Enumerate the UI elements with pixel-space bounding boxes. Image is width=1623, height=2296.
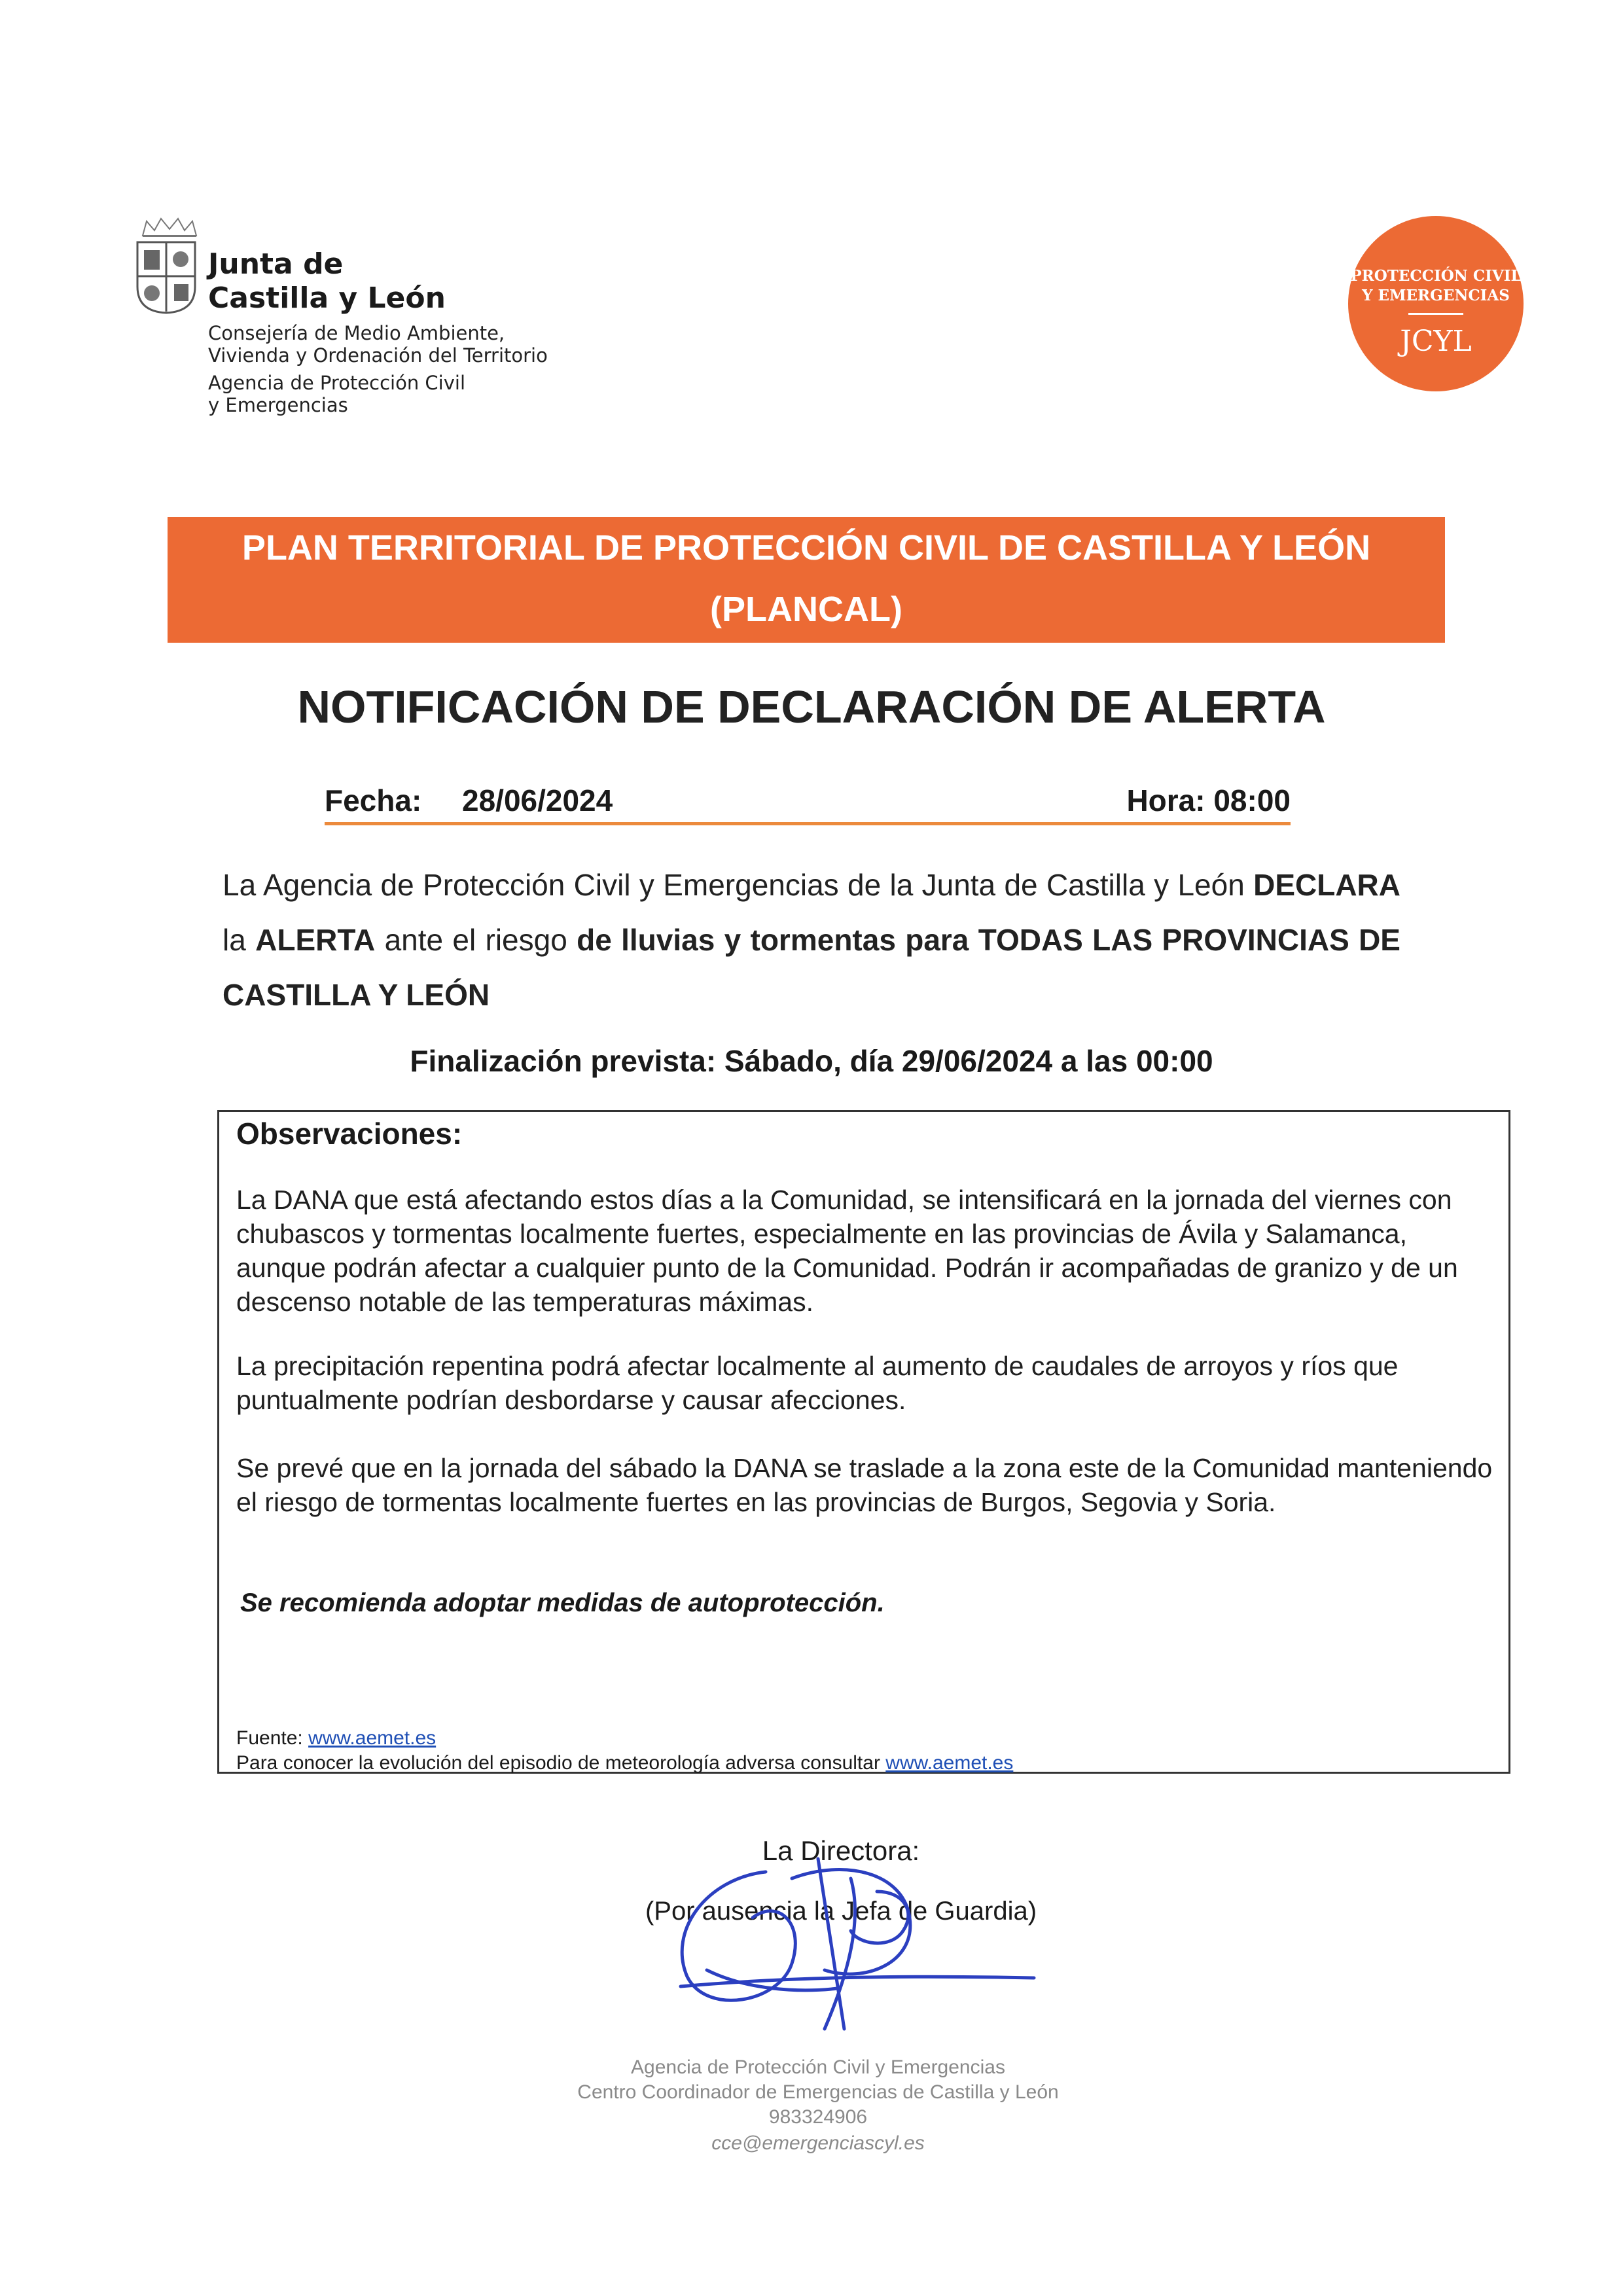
badge-line1: PROTECCIÓN CIVIL (1350, 267, 1522, 285)
organization-name-line2: Castilla y León (208, 281, 446, 315)
source-line (236, 1726, 1013, 1751)
declaration-part1: La Agencia de Protección Civil y Emergencias de la Junta de Castilla y León (223, 868, 1254, 902)
badge-line2: Y EMERGENCIAS (1362, 287, 1510, 304)
declaration-part3: ante el riesgo (375, 923, 577, 957)
department-line2: Vivienda y Ordenación del Territorio (208, 344, 548, 367)
agency-name (208, 372, 465, 416)
badge-divider (1408, 313, 1463, 315)
evolution-text: Para conocer la evolución del episodio de meteorología adversa consultar (236, 1752, 886, 1774)
department-line1: Consejería de Medio Ambiente, (208, 322, 505, 344)
organization-name (208, 247, 446, 315)
observation-paragraph-2: La precipitación repentina podrá afectar localmente al aumento de caudales de arroyos y ríos que puntualmente podrían desbordarse y causar afecciones. (236, 1351, 1399, 1415)
signature-title: La Directora: (762, 1835, 920, 1866)
observations-box (217, 1110, 1510, 1774)
signature-subtitle: (Por ausencia la Jefa de Guardia) (645, 1897, 1037, 1926)
source-label: Fuente: (236, 1727, 309, 1749)
coat-of-arms-icon (136, 241, 196, 314)
hour-label: Hora: (1126, 783, 1205, 817)
evolution-line (236, 1751, 1013, 1776)
footer-agency: Agencia de Protección Civil y Emergencias (631, 2056, 1005, 2078)
observations-title: Observaciones: (236, 1117, 463, 1151)
footer-email: cce@emergenciascyl.es (711, 2132, 925, 2154)
declaration-alerta: ALERTA (255, 923, 376, 957)
banner-line1: PLAN TERRITORIAL DE PROTECCIÓN CIVIL DE CASTILLA Y LEÓN (241, 528, 1371, 567)
date-value: 28/06/2024 (462, 783, 613, 817)
plan-banner (168, 517, 1445, 643)
hour-value: 08:00 (1213, 783, 1291, 817)
source-link[interactable]: www.aemet.es (308, 1727, 437, 1749)
agency-line1: Agencia de Protección Civil (208, 372, 466, 394)
badge-line3: JCYL (1400, 325, 1472, 358)
observation-paragraph-3: Se prevé que en la jornada del sábado la DANA se traslade a la zona este de la Comunidad manteniendo el riesgo de tormentas localmente fuertes en las provincias de Burgos, Segovia y Soria. (236, 1453, 1493, 1517)
expected-end: Finalización prevista: Sábado, día 29/06/2024 a las 00:00 (410, 1044, 1213, 1078)
declaration-risk: de lluvias y tormentas para TODAS LAS PROVINCIAS DE CASTILLA Y LEÓN (223, 923, 1400, 1012)
document-title: NOTIFICACIÓN DE DECLARACIÓN DE ALERTA (297, 681, 1326, 732)
footer-center: Centro Coordinador de Emergencias de Castilla y León (577, 2081, 1059, 2103)
agency-line2: y Emergencias (208, 394, 348, 416)
department-name (208, 322, 548, 367)
organization-name-line1: Junta de (208, 247, 344, 281)
observation-paragraph-1: La DANA que está afectando estos días a la Comunidad, se intensificará en la jornada del viernes con chubascos y tormentas localmente fuertes, especialmente en las provincias de Ávila y Salamanca, aunque podrán afectar a cualquier punto de la Comunidad. Podrán ir acompañadas de granizo y de un descenso notable de las temperaturas máximas. (236, 1185, 1458, 1317)
source-block (236, 1726, 1013, 1776)
evolution-link[interactable]: www.aemet.es (885, 1752, 1014, 1774)
banner-line2: (PLANCAL) (710, 590, 902, 629)
footer-phone: 983324906 (768, 2106, 868, 2128)
declaration-part2: la (223, 923, 256, 957)
crown-icon (140, 216, 199, 238)
date-row (325, 783, 1291, 825)
handwritten-signature (628, 1833, 1047, 2042)
declaration-paragraph (223, 857, 1400, 1022)
civil-protection-badge (1348, 216, 1524, 391)
declaration-declara: DECLARA (1253, 868, 1400, 902)
recommendation: Se recomienda adoptar medidas de autoprotección. (240, 1588, 885, 1617)
hour-field (1126, 783, 1291, 818)
date-label: Fecha: (325, 783, 422, 817)
